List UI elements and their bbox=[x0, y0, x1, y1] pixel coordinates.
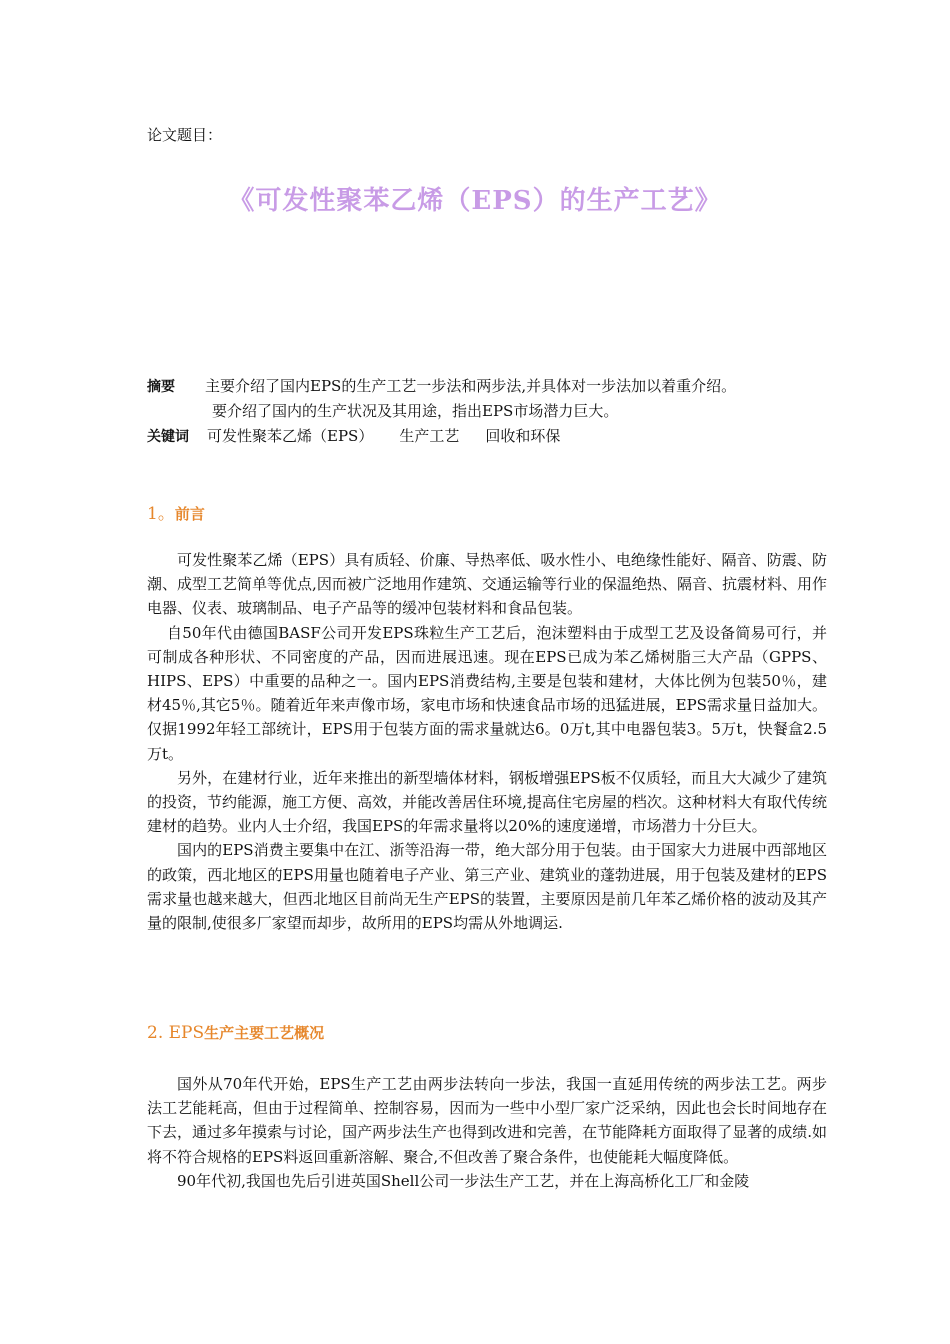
section-2-heading bbox=[147, 1022, 324, 1043]
abstract-label: 摘要 bbox=[147, 379, 175, 395]
section-1-paragraph-2: 自50年代由德国BASF公司开发EPS珠粒生产工艺后，泡沫塑料由于成型工艺及设备简易可行，并可制成各种形状、不同密度的产品，因而进展迅速。现在EPS已成为苯乙烯树脂三大产品（GPPS、HIPS、EPS）中重要的品种之一。国内EPS消费结构,主要是包装和建材，大体比例为包装50％，建材45％,其它5％。随着近年来声像市场，家电市场和快速食品市场的迅猛进展，EPS需求量日益加大。仅据1992年轻工部统计，EPS用于包装方面的需求量就达6。0万t,其中电器包装3。5万t，快餐盒2.5万t。 bbox=[147, 623, 827, 763]
keyword-3: 回收和环保 bbox=[485, 427, 561, 445]
section-1-title: 前言 bbox=[174, 505, 205, 523]
section-2-paragraph-1: 国外从70年代开始，EPS生产工艺由两步法转向一步法，我国一直延用传统的两步法工艺。两步法工艺能耗高，但由于过程简单、控制容易，因而为一些中小型厂家广泛采纳，因此也会长时间地存在下去，通过多年摸索与讨论，国产两步法生产也得到改进和完善，在节能降耗方面取得了显著的成绩.如将不符合规格的EPS料返回重新溶解、聚合,不但改善了聚合条件，也使能耗大幅度降低。 bbox=[147, 1075, 827, 1166]
keywords-label: 关键词 bbox=[147, 429, 189, 445]
section-1-paragraph-1: 可发性聚苯乙烯（EPS）具有质轻、价廉、导热率低、吸水性小、电绝缘性能好、隔音、防震、防潮、成型工艺简单等优点,因而被广泛地用作建筑、交通运输等行业的保温绝热、隔音、抗震材料、用作电器、仪表、玻璃制品、电子产品等的缓冲包装材料和食品包装。 bbox=[147, 551, 827, 618]
abstract-text-1: 主要介绍了国内EPS的生产工艺一步法和两步法,并具体对一步法加以着重介绍。 bbox=[205, 377, 737, 395]
abstract bbox=[147, 374, 837, 423]
section-2-title-prefix: EPS bbox=[168, 1023, 205, 1043]
section-2-body bbox=[147, 1072, 827, 1193]
abstract-line-1 bbox=[147, 374, 837, 399]
keyword-2: 生产工艺 bbox=[399, 427, 460, 445]
keywords bbox=[147, 424, 586, 449]
section-1-number: 1。 bbox=[147, 504, 175, 524]
section-1-heading bbox=[147, 499, 205, 524]
section-2-number: 2. bbox=[147, 1023, 164, 1043]
keyword-1: 可发性聚苯乙烯（EPS） bbox=[207, 427, 374, 445]
paper-title: 《可发性聚苯乙烯（EPS）的生产工艺》 bbox=[228, 186, 722, 216]
section-2-title: 生产主要工艺概况 bbox=[204, 1024, 325, 1042]
section-1-paragraph-4: 国内的EPS消费主要集中在江、浙等沿海一带，绝大部分用于包装。由于国家大力进展中西部地区的政策，西北地区的EPS用量也随着电子产业、第三产业、建筑业的蓬勃进展，用于包装及建材的EPS需求量也越来越大，但西北地区目前尚无生产EPS的装置，主要原因是前几年苯乙烯价格的波动及其产量的限制,使很多厂家望而却步，故所用的EPS均需从外地调运. bbox=[147, 841, 827, 933]
abstract-line-2: 要介绍了国内的生产状况及其用途，指出EPS市场潜力巨大。 bbox=[212, 402, 619, 420]
paper-title-label: 论文题目： bbox=[147, 126, 223, 144]
section-1-body bbox=[147, 548, 827, 935]
section-2-paragraph-2: 90年代初,我国也先后引进英国Shell公司一步法生产工艺，并在上海高桥化工厂和金陵 bbox=[177, 1171, 750, 1190]
section-1-paragraph-3: 另外，在建材行业，近年来推出的新型墙体材料，钢板增强EPS板不仅质轻，而且大大减少了建筑的投资，节约能源，施工方便、高效，并能改善居住环境,提高住宅房屋的档次。这种材料大有取代传统建材的趋势。业内人士介绍，我国EPS的年需求量将以20%的速度递增，市场潜力十分巨大。 bbox=[147, 768, 827, 836]
